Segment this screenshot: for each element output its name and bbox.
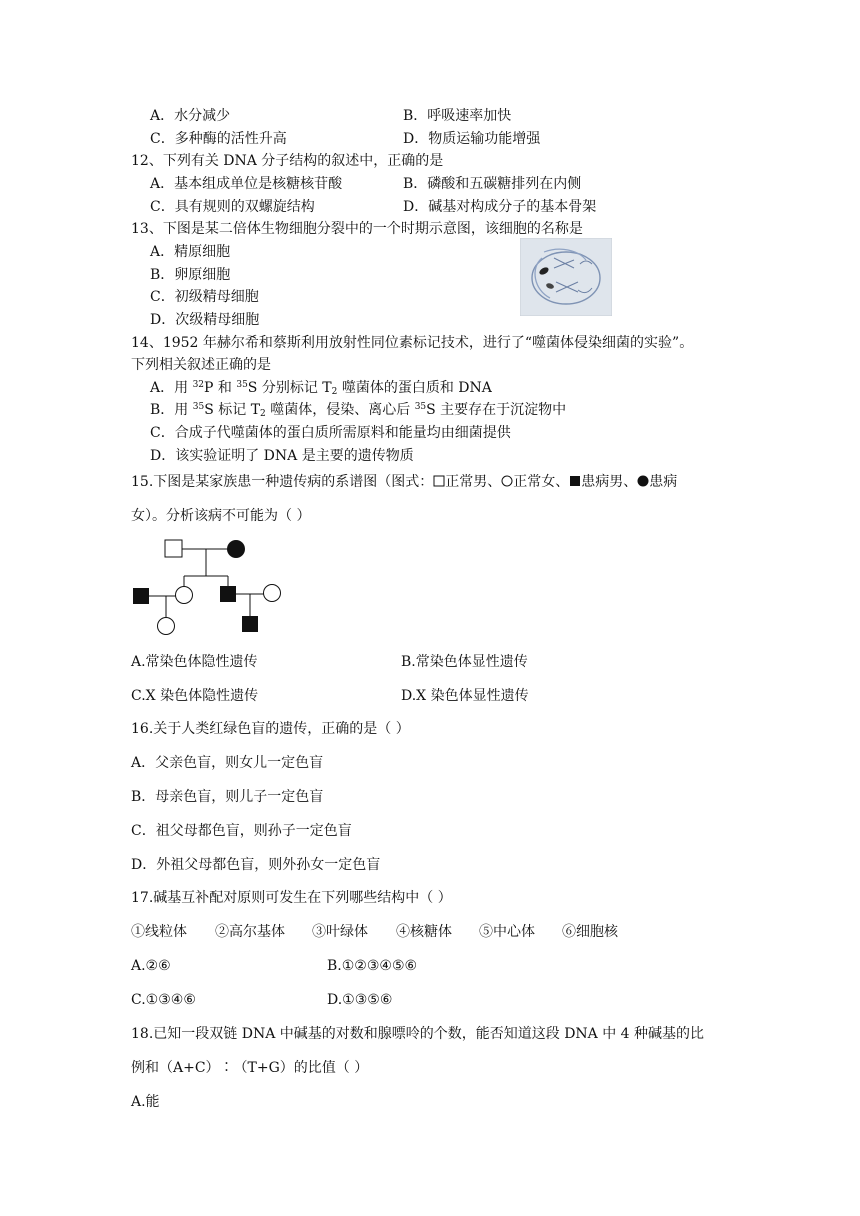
q14-option-b: B．用 $^{35}$S 标记 $T_2$ 噬菌体，侵染、离心后 $^{35}$S 主要存在于沉淀物中: [150, 402, 567, 419]
q14-option-a: A．用 $^{32}$P 和 $^{35}$S 分别标记 $T_2$ 噬菌体的蛋白质和 DNA: [150, 380, 492, 397]
q14-option-d: D．该实验证明了 DNA 是主要的遗传物质: [150, 448, 414, 464]
pedigree-normal-female-ii4: [264, 585, 281, 602]
q17-item-2: ②高尔基体: [215, 924, 285, 940]
q14-stem-line2: 下列相关叙述正确的是: [131, 357, 271, 373]
q15-option-d: D.X 染色体显性遗传: [401, 688, 529, 704]
q13-option-a: A．精原细胞: [150, 244, 231, 260]
pedigree-normal-female-ii2: [176, 587, 193, 604]
q16-option-a: A．父亲色盲，则女儿一定色盲: [131, 755, 324, 771]
q14-stem-line1: 14、1952 年赫尔希和蔡斯利用放射性同位素标记技术，进行了“噬菌体侵染细菌的实验”。: [131, 335, 694, 351]
q12-option-d: D．碱基对构成分子的基本骨架: [403, 199, 597, 215]
normal-male-symbol: [433, 475, 445, 487]
q11-option-d: D．物质运输功能增强: [403, 131, 541, 147]
affected-female-symbol: [637, 475, 649, 487]
q11-option-a: A．水分减少: [150, 108, 231, 124]
q17-option-c: C.①③④⑥: [131, 992, 196, 1008]
q18-option-a: A.能: [131, 1094, 160, 1110]
q14-option-c: C．合成子代噬菌体的蛋白质所需原料和能量均由细菌提供: [150, 425, 511, 441]
affected-male-symbol: [569, 475, 581, 487]
q15-option-c: C.X 染色体隐性遗传: [131, 688, 259, 704]
q12-option-a: A．基本组成单位是核糖核苷酸: [150, 176, 343, 192]
q16-option-d: D．外祖父母都色盲，则外孙女一定色盲: [131, 857, 381, 873]
q17-item-6: ⑥细胞核: [562, 924, 618, 940]
pedigree-normal-female-iii1: [158, 618, 175, 635]
q17-option-d: D.①③⑤⑥: [327, 992, 393, 1008]
q11-option-b: B．呼吸速率加快: [403, 108, 512, 124]
q17-item-4: ④核糖体: [396, 924, 452, 940]
normal-female-symbol: [501, 475, 513, 487]
q15-option-a: A.常染色体隐性遗传: [131, 654, 258, 670]
q16-option-c: C．祖父母都色盲，则孙子一定色盲: [131, 823, 352, 839]
q13-option-d: D．次级精母细胞: [150, 312, 260, 328]
q11-option-c: C．多种酶的活性升高: [150, 131, 287, 147]
pedigree-normal-male-i1: [165, 540, 182, 557]
q17-option-b: B.①②③④⑤⑥: [327, 958, 418, 974]
q15-stem-line1: 15.下图是某家族患一种遗传病的系谱图（图式： 正常男、 正常女、 患病男、 患病: [131, 474, 678, 490]
pedigree-chart: [128, 536, 288, 640]
q15-stem-line2: 女）。分析该病不可能为（ ）: [131, 508, 311, 524]
q13-stem: 13、下图是某二倍体生物细胞分裂中的一个时期示意图，该细胞的名称是: [131, 221, 583, 237]
q13-option-b: B．卵原细胞: [150, 267, 231, 283]
q16-stem: 16.关于人类红绿色盲的遗传，正确的是（ ）: [131, 721, 410, 737]
q17-item-3: ③叶绿体: [312, 924, 368, 940]
q13-option-c: C．初级精母细胞: [150, 289, 259, 305]
pedigree-affected-male-ii1: [133, 588, 149, 604]
q12-option-b: B．磷酸和五碳糖排列在内侧: [403, 176, 582, 192]
q17-item-5: ⑤中心体: [479, 924, 535, 940]
pedigree-affected-male-iii2: [242, 616, 258, 632]
q18-stem-line2: 例和（A+C）∶（T+G）的比值（ ）: [131, 1060, 369, 1076]
q18-stem-line1: 18.已知一段双链 DNA 中碱基的对数和腺嘌呤的个数，能否知道这段 DNA 中 4 种碱基的比: [131, 1026, 705, 1042]
q16-option-b: B．母亲色盲，则儿子一定色盲: [131, 789, 324, 805]
pedigree-affected-male-ii3: [220, 586, 236, 602]
q12-option-c: C．具有规则的双螺旋结构: [150, 199, 315, 215]
q17-option-a: A.②⑥: [131, 958, 171, 974]
pedigree-affected-female-i2: [227, 540, 245, 558]
q17-stem: 17.碱基互补配对原则可发生在下列哪些结构中（ ）: [131, 890, 452, 906]
q15-option-b: B.常染色体显性遗传: [401, 654, 528, 670]
cell-division-image: [520, 238, 612, 316]
q17-item-1: ①线粒体: [131, 924, 187, 940]
q12-stem: 12、下列有关 DNA 分子结构的叙述中，正确的是: [131, 153, 444, 169]
